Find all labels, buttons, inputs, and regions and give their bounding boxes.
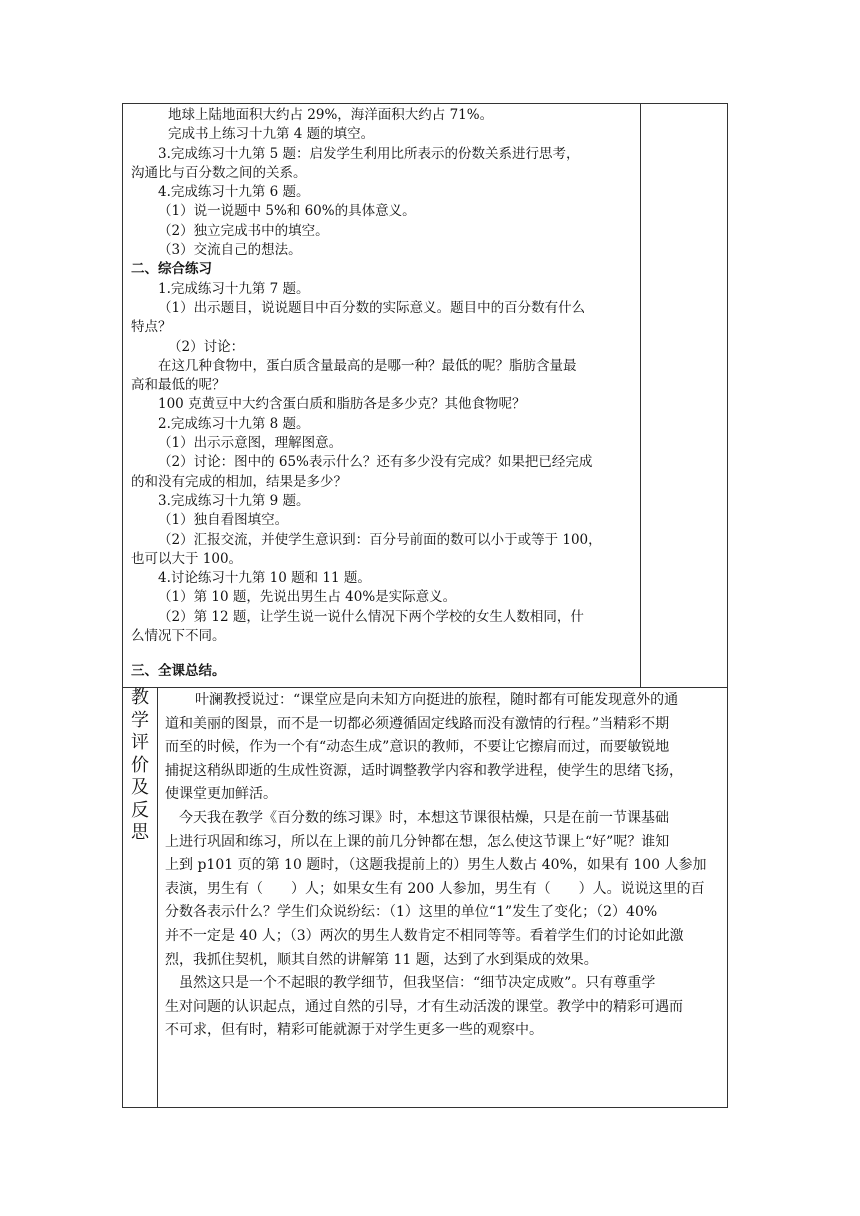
- text-line: （2）讨论：: [168, 338, 245, 355]
- text-line: 3.完成练习十九第 9 题。: [158, 492, 310, 509]
- reflection-line: 不可求，但有时，精彩可能就源于对学生更多一些的观察中。: [165, 1022, 543, 1039]
- text-line: 特点？: [131, 319, 172, 336]
- reflection-line: 使课堂更加鲜活。: [165, 786, 277, 803]
- text-line: 的和没有完成的相加，结果是多少？: [131, 473, 347, 490]
- reflection-line: 烈，我抓住契机，顺其自然的讲解第 11 题，达到了水到渠成的效果。: [165, 951, 598, 968]
- reflection-line: 分数各表示什么？学生们众说纷纭：（1）这里的单位“1”发生了变化；（2）40%: [165, 904, 658, 921]
- text-line: 高和最低的呢？: [131, 377, 226, 394]
- side-label-char: 评: [131, 732, 149, 753]
- text-line: 2.完成练习十九第 8 题。: [158, 415, 310, 432]
- side-label-char: 学: [131, 709, 149, 731]
- section-heading: 三、全课总结。: [131, 662, 226, 679]
- text-line: 么情况下不同。: [131, 628, 226, 645]
- side-label-char: 思: [131, 822, 149, 843]
- text-line: 3.完成练习十九第 5 题：启发学生利用比所表示的份数关系进行思考，: [158, 145, 580, 162]
- reflection-line: 捕捉这稍纵即逝的生成性资源，适时调整教学内容和教学进程，使学生的思绪飞扬，: [165, 762, 683, 779]
- text-line: （3）交流自己的想法。: [158, 242, 302, 259]
- text-line: （1）独自看图填空。: [158, 512, 289, 529]
- section-heading: 二、综合练习: [131, 261, 212, 278]
- text-line: 也可以大于 100。: [131, 550, 243, 567]
- side-label-char: 及: [131, 777, 149, 798]
- reflection-line: 虽然这只是一个不起眼的教学细节，但我坚信：“细节决定成败”。只有尊重学: [179, 975, 656, 992]
- text-line: 100 克黄豆中大约含蛋白质和脂肪各是多少克？其他食物呢？: [158, 396, 526, 413]
- text-line: 4.完成练习十九第 6 题。: [158, 184, 310, 201]
- reflection-line: 上进行巩固和练习，所以在上课的前几分钟都在想，怎么使这节课上“好”呢？谁知: [165, 833, 670, 850]
- reflection-content: [165, 689, 720, 1043]
- text-line: 4.讨论练习十九第 10 题和 11 题。: [158, 570, 371, 587]
- text-line: 1.完成练习十九第 7 题。: [158, 280, 310, 297]
- reflection-line: 上到 p101 页的第 10 题时，（这题我提前上的）男生人数占 40%，如果有 100 人参加: [165, 857, 707, 874]
- text-line: （1）第 10 题，先说出男生占 40%是实际意义。: [158, 589, 457, 606]
- side-label-char: 价: [131, 754, 149, 776]
- teaching-process-content: [131, 106, 641, 681]
- text-line: （2）第 12 题，让学生说一说什么情况下两个学校的女生人数相同，什: [158, 608, 584, 625]
- text-line: （2）汇报交流，并使学生意识到：百分号前面的数可以小于或等于 100，: [158, 531, 602, 548]
- reflection-line: 今天我在教学《百分数的练习课》时，本想这节课很枯燥，只是在前一节课基础: [179, 809, 669, 826]
- text-line: （2）独立完成书中的填空。: [158, 222, 329, 239]
- side-label-teaching-reflection: [123, 687, 157, 845]
- section-divider: [123, 687, 727, 688]
- lesson-table: [122, 103, 728, 1108]
- text-line: 完成书上练习十九第 4 题的填空。: [168, 126, 375, 143]
- side-label-char: 教: [131, 687, 149, 708]
- text-line: 沟通比与百分数之间的关系。: [131, 164, 307, 181]
- reflection-line: 叶澜教授说过：“课堂应是向未知方向挺进的旅程，随时都有可能发现意外的通: [195, 692, 679, 708]
- text-line: （1）出示示意图，理解图意。: [158, 435, 343, 452]
- text-line: 在这几种食物中，蛋白质含量最高的是哪一种？最低的呢？脂肪含量最: [158, 357, 577, 374]
- reflection-line: 表演，男生有（ ）人；如果女生有 200 人参加，男生有（ ）人。说说这里的百: [165, 880, 705, 897]
- label-column-divider: [157, 687, 158, 1107]
- side-label-char: 反: [131, 799, 149, 821]
- reflection-line: 并不一定是 40 人；（3）两次的男生人数肯定不相同等等。看着学生们的讨论如此激: [165, 927, 684, 944]
- reflection-line: 而至的时候，作为一个有“动态生成”意识的教师，不要让它擦肩而过，而要敏锐地: [165, 739, 670, 756]
- text-line: （1）出示题目，说说题目中百分数的实际意义。题目中的百分数有什么: [158, 299, 586, 316]
- reflection-line: 生对问题的认识起点，通过自然的引导，才有生动活泼的课堂。教学中的精彩可遇而: [165, 998, 683, 1015]
- text-line: （2）讨论：图中的 65%表示什么？还有多少没有完成？如果把已经完成: [158, 454, 593, 471]
- text-line: 地球上陆地面积大约占 29%，海洋面积大约占 71%。: [168, 107, 494, 123]
- reflection-line: 道和美丽的图景，而不是一切都必须遵循固定线路而没有激情的行程。”当精彩不期: [165, 715, 670, 732]
- text-line: （1）说一说题中 5%和 60%的具体意义。: [158, 203, 416, 220]
